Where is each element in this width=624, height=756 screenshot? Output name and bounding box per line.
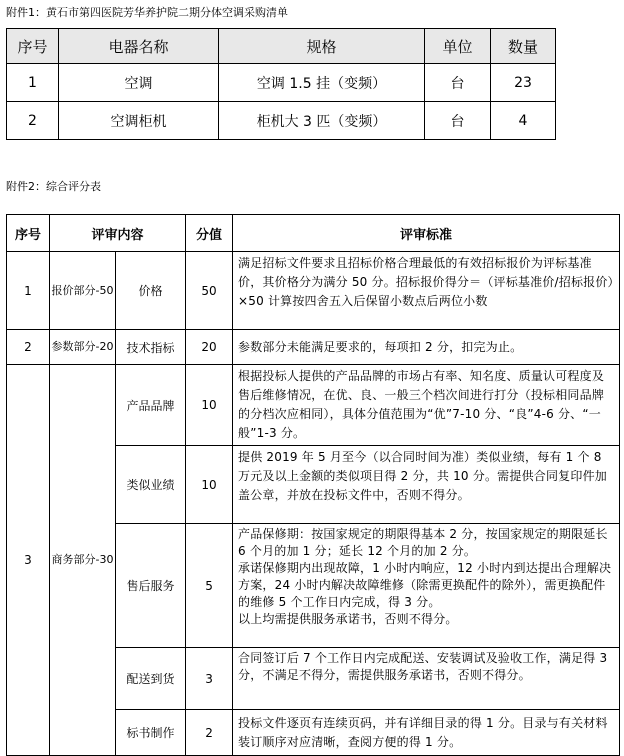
cell-criteria <box>233 330 620 365</box>
col-header-content: 评审内容 <box>50 215 186 252</box>
cell-item: 标书制作 <box>116 710 186 756</box>
col-header-spec: 规格 <box>219 29 425 64</box>
cell-no: 2 <box>7 102 59 140</box>
table-header-row <box>7 29 556 64</box>
criteria-text: 参数部分未能满足要求的，每项扣 2 分，扣完为止。 <box>238 339 523 354</box>
col-header-unit: 单位 <box>425 29 491 64</box>
cell-criteria <box>233 648 620 710</box>
cell-criteria <box>233 252 620 330</box>
cell-item: 技术指标 <box>116 330 186 365</box>
aircon-purchase-table <box>6 28 556 140</box>
criteria-text: 以上均需提供服务承诺书，否则不得分。 <box>238 612 458 626</box>
col-header-no: 序号 <box>7 215 50 252</box>
cell-spec: 空调 1.5 挂（变频） <box>219 64 425 102</box>
criteria-text: 根据投标人提供的产品品牌的市场占有率、知名度、质量认可程度及售后维修情况，在优、良、一般三个档次间进行打分（投标相同品牌的分档次应相同），具体分值范围为“优”7-10 分、“良”4-6 分、“一般”1-3 分。 <box>238 369 605 440</box>
cell-qty: 23 <box>491 64 556 102</box>
table-header-row <box>7 215 620 252</box>
col-header-no: 序号 <box>7 29 59 64</box>
table-row <box>7 330 620 365</box>
criteria-text: 承诺保修期内出现故障，1 小时内响应，12 小时内到达提出合理解决方案，24 小时内解决故障维修（除需更换配件的除外），需更换配件的维修 5 个工作日内完成，得 3 分。 <box>238 561 612 609</box>
scoring-table <box>6 214 620 756</box>
cell-unit: 台 <box>425 102 491 140</box>
cell-item: 配送到货 <box>116 648 186 710</box>
cell-no: 2 <box>7 330 50 365</box>
cell-group: 商务部分-30 <box>50 365 116 756</box>
cell-group: 参数部分-20 <box>50 330 116 365</box>
cell-item: 价格 <box>116 252 186 330</box>
col-header-score: 分值 <box>186 215 233 252</box>
cell-no: 1 <box>7 252 50 330</box>
attachment2-caption: 附件2：综合评分表 <box>6 180 101 193</box>
criteria-text: 提供 2019 年 5 月至今（以合同时间为准）类似业绩，每有 1 个 8 万元及以上金额的类似项目得 2 分，共 10 分。需提供合同复印件加盖公章，并放在投标文件中，否则不得分。 <box>238 450 607 502</box>
cell-unit: 台 <box>425 64 491 102</box>
cell-criteria <box>233 710 620 756</box>
cell-criteria <box>233 446 620 524</box>
col-header-criteria: 评审标准 <box>233 215 620 252</box>
table-row <box>7 102 556 140</box>
cell-name: 空调柜机 <box>59 102 219 140</box>
cell-item: 产品品牌 <box>116 365 186 446</box>
cell-spec: 柜机大 3 匹（变频） <box>219 102 425 140</box>
cell-item: 类似业绩 <box>116 446 186 524</box>
cell-score: 50 <box>186 252 233 330</box>
cell-group: 报价部分-50 <box>50 252 116 330</box>
cell-score: 20 <box>186 330 233 365</box>
cell-qty: 4 <box>491 102 556 140</box>
criteria-text: 满足招标文件要求且招标价格合理最低的有效招标报价为评标基准价，其价格分为满分 50 分。招标报价得分＝（评标基准价/招标报价）×50 计算按四舍五入后保留小数点后两位小数 <box>238 256 614 308</box>
attachment1-caption: 附件1：黄石市第四医院芳华养护院二期分体空调采购清单 <box>6 6 288 19</box>
cell-score: 5 <box>186 524 233 648</box>
criteria-text: 产品保修期：按国家规定的期限得基本 2 分，按国家规定的期限延长 6 个月的加 1 分；延长 12 个月的加 2 分。 <box>238 527 608 558</box>
table-row <box>7 365 620 446</box>
criteria-text: 合同签订后 7 个工作日内完成配送、安装调试及验收工作，满足得 3 分，不满足不得分，需提供服务承诺书，否则不得分。 <box>238 651 608 682</box>
col-header-name: 电器名称 <box>59 29 219 64</box>
cell-score: 3 <box>186 648 233 710</box>
cell-criteria <box>233 524 620 648</box>
cell-score: 2 <box>186 710 233 756</box>
cell-item: 售后服务 <box>116 524 186 648</box>
col-header-qty: 数量 <box>491 29 556 64</box>
table-row <box>7 252 620 330</box>
cell-no: 3 <box>7 365 50 756</box>
cell-score: 10 <box>186 365 233 446</box>
cell-criteria <box>233 365 620 446</box>
table-row <box>7 64 556 102</box>
criteria-text: 投标文件逐页有连续页码，并有详细目录的得 1 分。目录与有关材料装订顺序对应清晰，查阅方便的得 1 分。 <box>238 715 608 749</box>
cell-name: 空调 <box>59 64 219 102</box>
cell-score: 10 <box>186 446 233 524</box>
cell-no: 1 <box>7 64 59 102</box>
